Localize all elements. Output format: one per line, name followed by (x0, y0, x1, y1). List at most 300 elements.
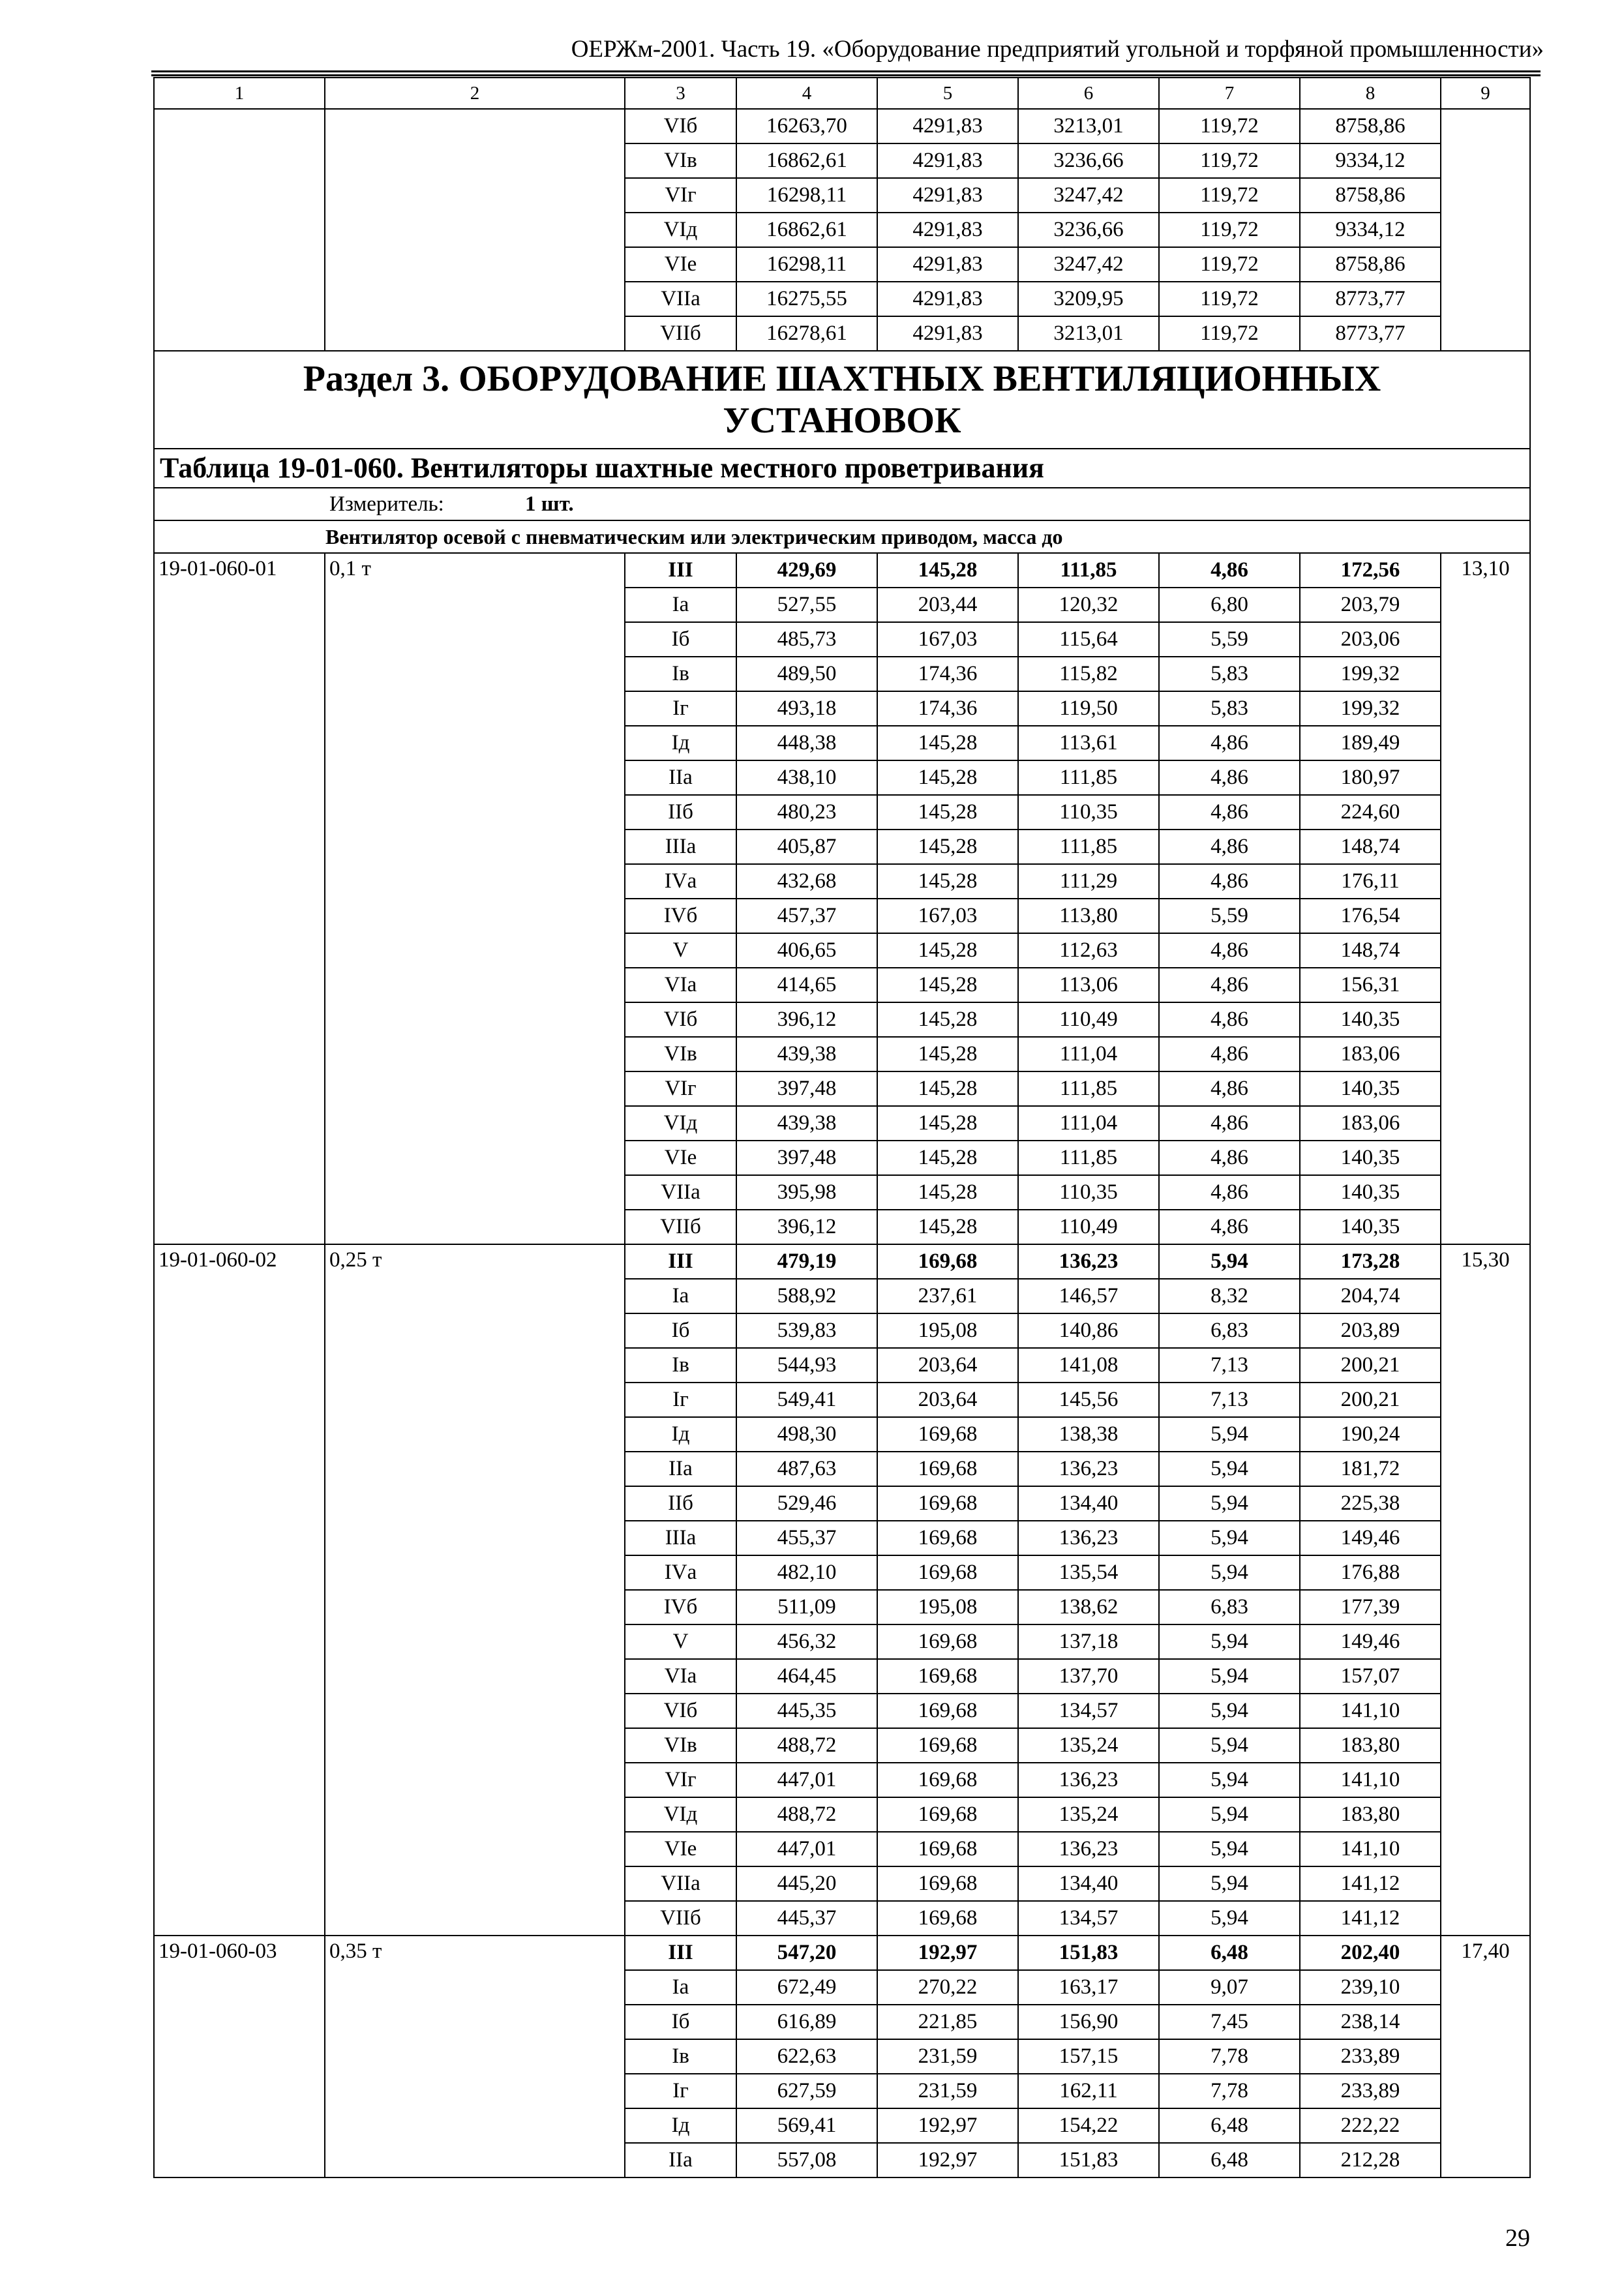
table-row (154, 1936, 1530, 1970)
value-cell: 4291,83 (877, 178, 1018, 213)
value-cell: 176,54 (1300, 899, 1441, 933)
value-cell: 16275,55 (736, 282, 877, 316)
value-cell: 195,08 (877, 1313, 1018, 1348)
value-cell: 5,94 (1159, 1728, 1300, 1763)
value-cell: 5,94 (1159, 1901, 1300, 1936)
value-cell: 4,86 (1159, 830, 1300, 864)
value-cell: 5,94 (1159, 1624, 1300, 1659)
value-cell: 16298,11 (736, 178, 877, 213)
table-row (154, 109, 1530, 143)
zone-cell: VIб (625, 1002, 736, 1037)
value-cell: 172,56 (1300, 553, 1441, 588)
value-cell: 110,49 (1018, 1210, 1159, 1244)
zone-cell: III (625, 1936, 736, 1970)
value-cell: 511,09 (736, 1590, 877, 1624)
value-cell: 113,61 (1018, 726, 1159, 760)
value-cell: 141,10 (1300, 1832, 1441, 1866)
value-cell: 200,21 (1300, 1348, 1441, 1383)
value-cell: 119,72 (1159, 213, 1300, 247)
value-cell: 140,35 (1300, 1141, 1441, 1175)
value-cell: 429,69 (736, 553, 877, 588)
value-cell: 192,97 (877, 1936, 1018, 1970)
value-cell: 119,72 (1159, 316, 1300, 351)
value-cell: 455,37 (736, 1521, 877, 1555)
value-cell: 4,86 (1159, 760, 1300, 795)
value-cell: 111,29 (1018, 864, 1159, 899)
value-cell: 16263,70 (736, 109, 877, 143)
value-cell: 414,65 (736, 968, 877, 1002)
column-numbers-row (154, 78, 1530, 109)
value-cell: 203,79 (1300, 588, 1441, 622)
value-cell: 169,68 (877, 1486, 1018, 1521)
value-cell: 544,93 (736, 1348, 877, 1383)
value-cell: 183,06 (1300, 1106, 1441, 1141)
value-cell: 4,86 (1159, 968, 1300, 1002)
value-cell: 539,83 (736, 1313, 877, 1348)
value-cell: 5,94 (1159, 1797, 1300, 1832)
zone-cell: IIб (625, 795, 736, 830)
value-cell: 192,97 (877, 2143, 1018, 2177)
rates-table-body (154, 78, 1530, 2177)
rate-col9: 17,40 (1441, 1936, 1530, 2177)
value-cell: 529,46 (736, 1486, 877, 1521)
zone-cell: VIIб (625, 1210, 736, 1244)
zone-cell: Iа (625, 588, 736, 622)
value-cell: 174,36 (877, 657, 1018, 691)
meter-label: Измеритель: (329, 492, 444, 516)
column-number: 1 (154, 78, 325, 109)
zone-cell: Iв (625, 2039, 736, 2074)
value-cell: 115,64 (1018, 622, 1159, 657)
value-cell: 464,45 (736, 1659, 877, 1694)
value-cell: 110,35 (1018, 795, 1159, 830)
value-cell: 432,68 (736, 864, 877, 899)
section-title: Раздел 3. ОБОРУДОВАНИЕ ШАХТНЫХ ВЕНТИЛЯЦИОННЫХ УСТАНОВОК (154, 351, 1530, 449)
rate-col9: 13,10 (1441, 553, 1530, 1244)
zone-cell: VIIа (625, 1175, 736, 1210)
value-cell: 5,94 (1159, 1832, 1300, 1866)
value-cell: 145,28 (877, 795, 1018, 830)
value-cell: 498,30 (736, 1417, 877, 1452)
value-cell: 112,63 (1018, 933, 1159, 968)
value-cell: 488,72 (736, 1797, 877, 1832)
value-cell: 145,28 (877, 968, 1018, 1002)
zone-cell: Iа (625, 1970, 736, 2005)
value-cell: 4291,83 (877, 143, 1018, 178)
value-cell: 203,89 (1300, 1313, 1441, 1348)
rate-name: 0,1 т (325, 553, 625, 1244)
value-cell: 145,28 (877, 933, 1018, 968)
value-cell: 145,28 (877, 1071, 1018, 1106)
value-cell: 445,37 (736, 1901, 877, 1936)
value-cell: 169,68 (877, 1452, 1018, 1486)
value-cell: 149,46 (1300, 1624, 1441, 1659)
value-cell: 3247,42 (1018, 247, 1159, 282)
value-cell: 119,50 (1018, 691, 1159, 726)
zone-cell: Iв (625, 1348, 736, 1383)
zone-cell: Iб (625, 1313, 736, 1348)
value-cell: 115,82 (1018, 657, 1159, 691)
value-cell: 169,68 (877, 1763, 1018, 1797)
value-cell: 199,32 (1300, 691, 1441, 726)
value-cell: 7,13 (1159, 1348, 1300, 1383)
value-cell: 176,88 (1300, 1555, 1441, 1590)
value-cell: 177,39 (1300, 1590, 1441, 1624)
rate-name: 0,35 т (325, 1936, 625, 2177)
value-cell: 157,15 (1018, 2039, 1159, 2074)
value-cell: 405,87 (736, 830, 877, 864)
value-cell: 203,44 (877, 588, 1018, 622)
value-cell: 183,06 (1300, 1037, 1441, 1071)
zone-cell: Iб (625, 622, 736, 657)
value-cell: 169,68 (877, 1244, 1018, 1279)
value-cell: 119,72 (1159, 109, 1300, 143)
value-cell: 120,32 (1018, 588, 1159, 622)
value-cell: 173,28 (1300, 1244, 1441, 1279)
value-cell: 4,86 (1159, 1210, 1300, 1244)
value-cell: 145,28 (877, 1106, 1018, 1141)
value-cell: 154,22 (1018, 2108, 1159, 2143)
value-cell: 239,10 (1300, 1970, 1441, 2005)
value-cell: 151,83 (1018, 1936, 1159, 1970)
value-cell: 157,07 (1300, 1659, 1441, 1694)
value-cell: 212,28 (1300, 2143, 1441, 2177)
value-cell: 156,90 (1018, 2005, 1159, 2039)
value-cell: 199,32 (1300, 657, 1441, 691)
value-cell: 4,86 (1159, 1106, 1300, 1141)
zone-cell: VIб (625, 1694, 736, 1728)
zone-cell: VIа (625, 1659, 736, 1694)
value-cell: 439,38 (736, 1037, 877, 1071)
value-cell: 140,35 (1300, 1071, 1441, 1106)
value-cell: 479,19 (736, 1244, 877, 1279)
value-cell: 190,24 (1300, 1417, 1441, 1452)
value-cell: 136,23 (1018, 1832, 1159, 1866)
zone-cell: III (625, 553, 736, 588)
zone-cell: IVб (625, 899, 736, 933)
value-cell: 151,83 (1018, 2143, 1159, 2177)
value-cell: 3213,01 (1018, 109, 1159, 143)
zone-cell: VIг (625, 178, 736, 213)
document-header: ОЕРЖм-2001. Часть 19. «Оборудование предприятий угольной и торфяной промышленности» (571, 36, 1544, 63)
zone-cell: IIа (625, 2143, 736, 2177)
value-cell: 5,59 (1159, 899, 1300, 933)
value-cell: 627,59 (736, 2074, 877, 2108)
value-cell: 4,86 (1159, 795, 1300, 830)
value-cell: 145,28 (877, 726, 1018, 760)
zone-cell: Iг (625, 691, 736, 726)
section-row (154, 351, 1530, 449)
value-cell: 111,85 (1018, 760, 1159, 795)
value-cell: 616,89 (736, 2005, 877, 2039)
value-cell: 110,49 (1018, 1002, 1159, 1037)
value-cell: 4,86 (1159, 553, 1300, 588)
zone-cell: VIIб (625, 316, 736, 351)
value-cell: 113,06 (1018, 968, 1159, 1002)
column-number: 9 (1441, 78, 1530, 109)
value-cell: 9334,12 (1300, 143, 1441, 178)
value-cell: 588,92 (736, 1279, 877, 1313)
value-cell: 270,22 (877, 1970, 1018, 2005)
value-cell: 16298,11 (736, 247, 877, 282)
zone-cell: Iв (625, 657, 736, 691)
value-cell: 138,38 (1018, 1417, 1159, 1452)
column-number: 2 (325, 78, 625, 109)
value-cell: 4,86 (1159, 1071, 1300, 1106)
rate-col9: 15,30 (1441, 1244, 1530, 1936)
value-cell: 110,35 (1018, 1175, 1159, 1210)
value-cell: 111,85 (1018, 830, 1159, 864)
value-cell: 5,94 (1159, 1694, 1300, 1728)
value-cell: 169,68 (877, 1624, 1018, 1659)
value-cell: 137,70 (1018, 1659, 1159, 1694)
value-cell: 231,59 (877, 2074, 1018, 2108)
value-cell: 4291,83 (877, 316, 1018, 351)
value-cell: 145,28 (877, 1141, 1018, 1175)
zone-cell: VIе (625, 1832, 736, 1866)
value-cell: 622,63 (736, 2039, 877, 2074)
rate-code: 19-01-060-01 (154, 553, 325, 1244)
col9-cell (1441, 109, 1530, 351)
value-cell: 395,98 (736, 1175, 877, 1210)
subheader-row (154, 520, 1530, 553)
value-cell: 200,21 (1300, 1383, 1441, 1417)
value-cell: 8,32 (1159, 1279, 1300, 1313)
value-cell: 493,18 (736, 691, 877, 726)
value-cell: 5,94 (1159, 1555, 1300, 1590)
value-cell: 167,03 (877, 622, 1018, 657)
table-title-row (154, 449, 1530, 488)
zone-cell: VIг (625, 1071, 736, 1106)
value-cell: 169,68 (877, 1866, 1018, 1901)
zone-cell: VIв (625, 143, 736, 178)
value-cell: 3213,01 (1018, 316, 1159, 351)
value-cell: 397,48 (736, 1071, 877, 1106)
value-cell: 5,94 (1159, 1452, 1300, 1486)
value-cell: 237,61 (877, 1279, 1018, 1313)
zone-cell: VIг (625, 1763, 736, 1797)
value-cell: 6,48 (1159, 2143, 1300, 2177)
value-cell: 119,72 (1159, 247, 1300, 282)
rates-table (153, 77, 1531, 2178)
table-row (154, 1244, 1530, 1279)
value-cell: 4291,83 (877, 247, 1018, 282)
value-cell: 134,40 (1018, 1866, 1159, 1901)
value-cell: 145,28 (877, 1037, 1018, 1071)
zone-cell: IVа (625, 1555, 736, 1590)
value-cell: 138,62 (1018, 1590, 1159, 1624)
value-cell: 5,94 (1159, 1417, 1300, 1452)
value-cell: 438,10 (736, 760, 877, 795)
rate-code: 19-01-060-02 (154, 1244, 325, 1936)
value-cell: 6,48 (1159, 1936, 1300, 1970)
value-cell: 203,64 (877, 1348, 1018, 1383)
value-cell: 222,22 (1300, 2108, 1441, 2143)
value-cell: 136,23 (1018, 1521, 1159, 1555)
value-cell: 146,57 (1018, 1279, 1159, 1313)
page-number: 29 (1505, 2224, 1530, 2252)
value-cell: 445,35 (736, 1694, 877, 1728)
value-cell: 5,94 (1159, 1659, 1300, 1694)
value-cell: 4,86 (1159, 1002, 1300, 1037)
zone-cell: Iд (625, 726, 736, 760)
value-cell: 145,28 (877, 760, 1018, 795)
value-cell: 111,85 (1018, 553, 1159, 588)
value-cell: 136,23 (1018, 1763, 1159, 1797)
value-cell: 489,50 (736, 657, 877, 691)
zone-cell: VIе (625, 247, 736, 282)
value-cell: 192,97 (877, 2108, 1018, 2143)
rate-name: 0,25 т (325, 1244, 625, 1936)
value-cell: 16862,61 (736, 213, 877, 247)
value-cell: 547,20 (736, 1936, 877, 1970)
value-cell: 482,10 (736, 1555, 877, 1590)
value-cell: 140,35 (1300, 1175, 1441, 1210)
header-rule-double (151, 74, 1541, 76)
value-cell: 557,08 (736, 2143, 877, 2177)
value-cell: 141,08 (1018, 1348, 1159, 1383)
value-cell: 169,68 (877, 1797, 1018, 1832)
value-cell: 167,03 (877, 899, 1018, 933)
zone-cell: V (625, 1624, 736, 1659)
column-number: 3 (625, 78, 736, 109)
value-cell: 111,04 (1018, 1106, 1159, 1141)
value-cell: 9,07 (1159, 1970, 1300, 2005)
value-cell: 5,94 (1159, 1486, 1300, 1521)
value-cell: 141,12 (1300, 1866, 1441, 1901)
value-cell: 145,28 (877, 830, 1018, 864)
value-cell: 457,37 (736, 899, 877, 933)
value-cell: 145,28 (877, 1002, 1018, 1037)
value-cell: 181,72 (1300, 1452, 1441, 1486)
value-cell: 5,94 (1159, 1244, 1300, 1279)
value-cell: 169,68 (877, 1521, 1018, 1555)
value-cell: 3247,42 (1018, 178, 1159, 213)
value-cell: 141,10 (1300, 1694, 1441, 1728)
zone-cell: Iд (625, 2108, 736, 2143)
zone-cell: VIе (625, 1141, 736, 1175)
zone-cell: IVб (625, 1590, 736, 1624)
value-cell: 134,40 (1018, 1486, 1159, 1521)
zone-cell: IIб (625, 1486, 736, 1521)
value-cell: 8758,86 (1300, 109, 1441, 143)
value-cell: 136,23 (1018, 1452, 1159, 1486)
value-cell: 221,85 (877, 2005, 1018, 2039)
value-cell: 225,38 (1300, 1486, 1441, 1521)
value-cell: 195,08 (877, 1590, 1018, 1624)
value-cell: 4291,83 (877, 213, 1018, 247)
value-cell: 549,41 (736, 1383, 877, 1417)
value-cell: 203,06 (1300, 622, 1441, 657)
zone-cell: VIд (625, 1106, 736, 1141)
value-cell: 4291,83 (877, 282, 1018, 316)
zone-cell: VIIа (625, 282, 736, 316)
column-number: 6 (1018, 78, 1159, 109)
value-cell: 527,55 (736, 588, 877, 622)
value-cell: 3236,66 (1018, 143, 1159, 178)
value-cell: 111,04 (1018, 1037, 1159, 1071)
value-cell: 8773,77 (1300, 316, 1441, 351)
zone-cell: V (625, 933, 736, 968)
value-cell: 189,49 (1300, 726, 1441, 760)
zone-cell: Iа (625, 1279, 736, 1313)
value-cell: 8773,77 (1300, 282, 1441, 316)
zone-cell: VIд (625, 1797, 736, 1832)
value-cell: 5,94 (1159, 1866, 1300, 1901)
value-cell: 140,35 (1300, 1210, 1441, 1244)
value-cell: 145,56 (1018, 1383, 1159, 1417)
value-cell: 231,59 (877, 2039, 1018, 2074)
value-cell: 5,94 (1159, 1521, 1300, 1555)
value-cell: 439,38 (736, 1106, 877, 1141)
value-cell: 7,13 (1159, 1383, 1300, 1417)
zone-cell: IIа (625, 1452, 736, 1486)
value-cell: 119,72 (1159, 143, 1300, 178)
value-cell: 141,10 (1300, 1763, 1441, 1797)
value-cell: 224,60 (1300, 795, 1441, 830)
value-cell: 480,23 (736, 795, 877, 830)
column-number: 8 (1300, 78, 1441, 109)
value-cell: 445,20 (736, 1866, 877, 1901)
value-cell: 7,78 (1159, 2039, 1300, 2074)
zone-cell: Iг (625, 2074, 736, 2108)
value-cell: 672,49 (736, 1970, 877, 2005)
value-cell: 183,80 (1300, 1797, 1441, 1832)
value-cell: 456,32 (736, 1624, 877, 1659)
value-cell: 396,12 (736, 1002, 877, 1037)
code-cell (154, 109, 325, 351)
value-cell: 169,68 (877, 1659, 1018, 1694)
value-cell: 145,28 (877, 1175, 1018, 1210)
value-cell: 111,85 (1018, 1141, 1159, 1175)
value-cell: 6,80 (1159, 588, 1300, 622)
value-cell: 119,72 (1159, 282, 1300, 316)
value-cell: 169,68 (877, 1417, 1018, 1452)
zone-cell: Iг (625, 1383, 736, 1417)
value-cell: 485,73 (736, 622, 877, 657)
value-cell: 111,85 (1018, 1071, 1159, 1106)
value-cell: 5,83 (1159, 691, 1300, 726)
value-cell: 406,65 (736, 933, 877, 968)
value-cell: 141,12 (1300, 1901, 1441, 1936)
value-cell: 16862,61 (736, 143, 877, 178)
value-cell: 202,40 (1300, 1936, 1441, 1970)
value-cell: 145,28 (877, 1210, 1018, 1244)
zone-cell: IVа (625, 864, 736, 899)
value-cell: 4,86 (1159, 864, 1300, 899)
zone-cell: Iб (625, 2005, 736, 2039)
value-cell: 8758,86 (1300, 247, 1441, 282)
value-cell: 140,35 (1300, 1002, 1441, 1037)
value-cell: 140,86 (1018, 1313, 1159, 1348)
header-rule (151, 70, 1541, 72)
value-cell: 9334,12 (1300, 213, 1441, 247)
zone-cell: VIв (625, 1728, 736, 1763)
value-cell: 5,83 (1159, 657, 1300, 691)
zone-cell: VIа (625, 968, 736, 1002)
zone-cell: IIIа (625, 830, 736, 864)
column-number: 7 (1159, 78, 1300, 109)
value-cell: 488,72 (736, 1728, 877, 1763)
value-cell: 134,57 (1018, 1694, 1159, 1728)
zone-cell: III (625, 1244, 736, 1279)
value-cell: 8758,86 (1300, 178, 1441, 213)
value-cell: 148,74 (1300, 933, 1441, 968)
zone-cell: IIа (625, 760, 736, 795)
value-cell: 6,83 (1159, 1590, 1300, 1624)
value-cell: 397,48 (736, 1141, 877, 1175)
value-cell: 3209,95 (1018, 282, 1159, 316)
